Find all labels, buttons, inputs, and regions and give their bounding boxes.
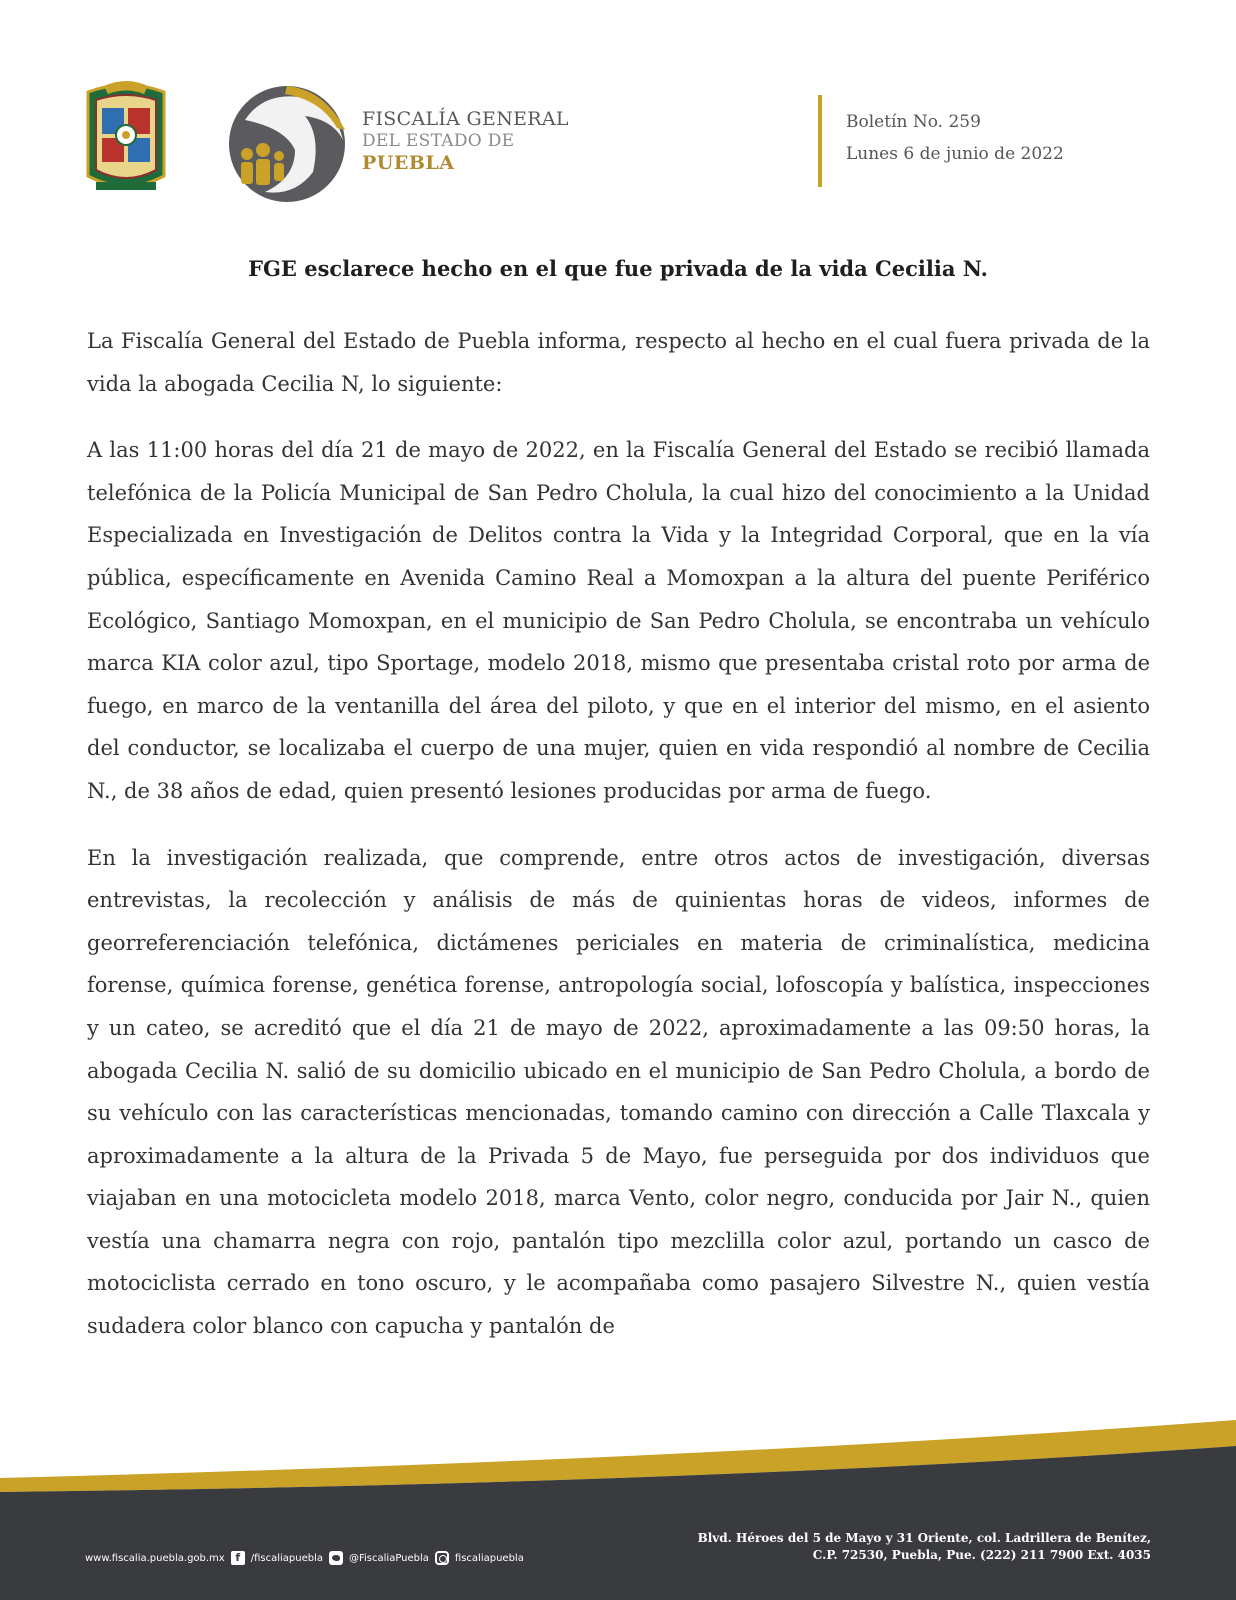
bulletin-date: Lunes 6 de junio de 2022 [846,144,1064,164]
bulletin-info [846,106,1064,170]
address-line1: Blvd. Héroes del 5 de Mayo y 31 Oriente, col. Ladrillera de Benítez, [697,1531,1151,1545]
instagram-link[interactable]: fiscaliapuebla [454,1552,524,1564]
footer-address [698,1530,1151,1564]
paragraph-report: A las 11:00 horas del día 21 de mayo de 2022, en la Fiscalía General del Estado se recibió llamada telefónica de la Policía Municipal de San Pedro Cholula, la cual hizo del conocimiento a la Unidad Especializada en Investigación de Delitos contra la Vida y la Integridad Corporal, que en la vía pública, específicamente en Avenida Camino Real a Momoxpan a la altura del puente Periférico Ecológico, Santiago Momoxpan, en el municipio de San Pedro Cholula, se encontraba un vehículo marca KIA color azul, tipo Sportage, modelo 2018, mismo que presentaba cristal roto por arma de fuego, en marco de la ventanilla del área del piloto, y que en el interior del mismo, en el asiento del conductor, se localizaba el cuerpo de una mujer, quien en vida respondió al nombre de Cecilia N., de 38 años de edad, quien presentó lesiones producidas por arma de fuego. [87,438,1150,803]
facebook-icon: f [231,1551,245,1565]
organization-name [362,108,569,174]
instagram-icon [435,1551,449,1565]
document-body [87,320,1150,1348]
org-name-line1: FISCALÍA GENERAL [362,108,569,130]
paragraph-intro: La Fiscalía General del Estado de Puebla informa, respecto al hecho en el cual fuera privada de la vida la abogada Cecilia N, lo siguiente: [87,329,1150,396]
facebook-link[interactable]: /fiscaliapuebla [250,1552,323,1564]
website-link[interactable]: www.fiscalia.puebla.gob.mx [85,1552,225,1564]
address-line2: C.P. 72530, Puebla, Pue. (222) 211 7900 Ext. 4035 [812,1548,1151,1562]
puebla-crest-icon [82,78,170,198]
footer-contacts [85,1551,524,1565]
org-name-line2: DEL ESTADO DE [362,131,515,151]
twitter-icon [329,1551,343,1565]
fge-eagle-logo-icon [225,80,350,205]
header-divider [818,95,822,187]
paragraph-investigation: En la investigación realizada, que comprende, entre otros actos de investigación, diversas entrevistas, la recolección y análisis de más de quinientas horas de videos, informes de georreferenciación telefónica, dictámenes periciales en materia de criminalística, medicina forense, química forense, genética forense, antropología social, lofoscopía y balística, inspecciones y un cateo, se acreditó que el día 21 de mayo de 2022, aproximadamente a las 09:50 horas, la abogada Cecilia N. salió de su domicilio ubicado en el municipio de San Pedro Cholula, a bordo de su vehículo con las características mencionadas, tomando camino con dirección a Calle Tlaxcala y aproximadamente a la altura de la Privada 5 de Mayo, fue perseguida por dos individuos que viajaban en una motocicleta modelo 2018, marca Vento, color negro, conducida por Jair N., quien vestía una chamarra negra con rojo, pantalón tipo mezclilla color azul, portando un casco de motociclista cerrado en tono oscuro, y le acompañaba como pasajero Silvestre N., quien vestía sudadera color blanco con capucha y pantalón de [87,845,1150,1339]
org-name-line3: PUEBLA [362,152,455,174]
twitter-link[interactable]: @FiscaliaPuebla [349,1552,429,1564]
footer-band [0,1420,1236,1600]
bulletin-number: Boletín No. 259 [846,112,981,132]
document-title: FGE esclarece hecho en el que fue privada de la vida Cecilia N. [248,256,988,281]
